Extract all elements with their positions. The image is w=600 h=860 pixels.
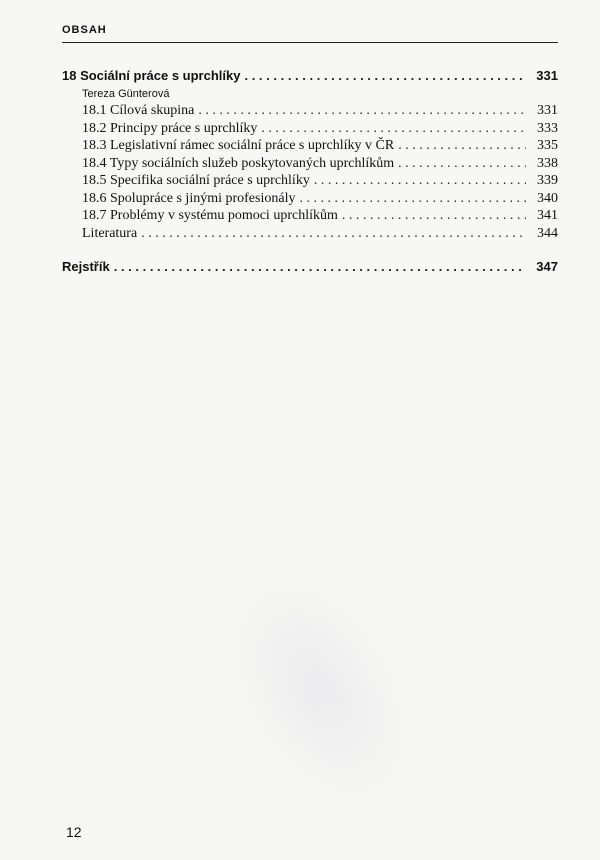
section-title: 18.5 Specifika sociální práce s uprchlíky — [82, 173, 310, 188]
toc-section-entry — [62, 226, 558, 244]
dot-leader — [261, 121, 526, 137]
section-page: 344 — [537, 225, 558, 241]
toc-section-entry — [62, 103, 558, 121]
section-title: 18.3 Legislativní rámec sociální práce s uprchlíky v ČR — [82, 138, 395, 153]
dot-leader — [198, 103, 526, 119]
dot-leader — [314, 173, 526, 189]
running-header: OBSAH — [62, 24, 107, 36]
scan-smudge — [186, 537, 455, 842]
toc-index-entry — [62, 259, 558, 277]
section-page: 331 — [537, 103, 558, 118]
toc-section-entry — [62, 121, 558, 139]
header-rule — [62, 42, 558, 43]
index-title: Rejstřík — [62, 259, 110, 274]
dot-leader — [398, 138, 526, 154]
dot-leader — [398, 156, 526, 172]
toc-chapter-entry — [62, 68, 558, 86]
section-title: 18.1 Cílová skupina — [82, 103, 195, 118]
dot-leader — [141, 226, 526, 242]
section-title: 18.2 Principy práce s uprchlíky — [82, 120, 258, 136]
toc-section-entry — [62, 191, 558, 209]
dot-leader — [244, 68, 526, 83]
section-title: 18.6 Spolupráce s jinými profesionály — [82, 190, 296, 206]
toc-section-entry — [62, 138, 558, 156]
index-page: 347 — [536, 259, 558, 274]
section-title: Literatura — [82, 225, 138, 241]
dot-leader — [114, 259, 526, 274]
section-title: 18.7 Problémy v systému pomoci uprchlíkům — [82, 208, 338, 223]
toc-section-entry — [62, 208, 558, 226]
chapter-author: Tereza Günterová — [82, 88, 170, 100]
page-number: 12 — [66, 824, 82, 840]
dot-leader — [342, 208, 526, 224]
section-page: 339 — [537, 173, 558, 188]
section-title: 18.4 Typy sociálních služeb poskytovaných uprchlíkům — [82, 155, 395, 171]
chapter-page: 331 — [536, 68, 558, 83]
section-page: 333 — [537, 120, 558, 136]
section-page: 335 — [537, 138, 558, 153]
toc-section-entry — [62, 173, 558, 191]
chapter-title: 18 Sociální práce s uprchlíky — [62, 68, 241, 83]
section-page: 338 — [537, 155, 558, 171]
section-page: 340 — [537, 190, 558, 206]
table-of-contents — [62, 68, 558, 277]
section-page: 341 — [537, 208, 558, 223]
toc-section-entry — [62, 156, 558, 174]
dot-leader — [299, 191, 526, 207]
